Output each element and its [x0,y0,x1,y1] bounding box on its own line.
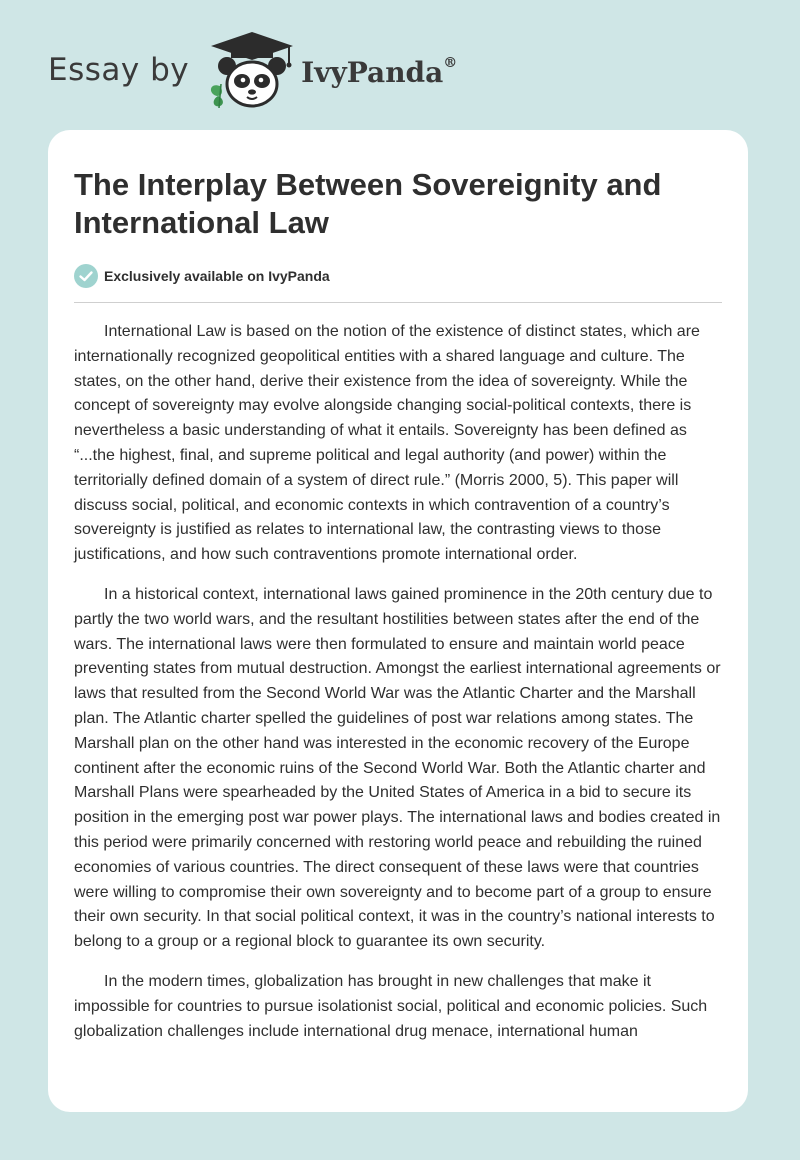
badge-label: Exclusively available on IvyPanda [104,268,330,284]
brand-name[interactable] [301,56,457,89]
paragraph: In a historical context, international laws gained prominence in the 20th century due to partly the two world wars, and the resultant hostilities between states after the end of the wars. The international laws were then formulated to ensure and maintain world peace preventing states from mutual destruction. Amongst the earliest international agreements or laws that resulted from the Second World War was the Atlantic Charter and the Marshall plan. The Atlantic charter spelled the guidelines of post war relations among states. The Marshall plan on the other hand was interested in the economic recovery of the Europe continent after the economic ruins of the Second World War. Both the Atlantic charter and Marshall Plans were spearheaded by the United States of America in a bid to secure its position in the emerging post war power plays. The international laws and bodies created in this period were primarily concerned with restoring world peace and rebuilding the ruined economies of various countries. The direct consequent of these laws were that countries were willing to compromise their own sovereignty and to become part of a group to ensure their own security. In that social political context, it was in the country’s national interests to belong to a group or a regional block to guarantee its own security. [74,585,721,951]
divider [74,302,722,303]
page-title: The Interplay Between Sovereignity and International Law [74,167,662,240]
paragraph: International Law is based on the notion of the existence of distinct states, which are internationally recognized geopolitical entities with a shared language and culture. The states, on the other hand, derive their existence from the idea of sovereignty. While the concept of sovereignty may evolve alongside changing social-political contexts, there is nevertheless a basic understanding of what it entails. Sovereignty has been defined as “...the highest, final, and supreme political and legal authority (and power) within the territorially defined domain of a system of direct rule.” (Morris 2000, 5). This paper will discuss social, political, and economic contexts in which contravention of a country’s sovereignty is justified as relates to international law, the contrasting views to those justifications, and how such contraventions promote international order. [74,323,700,564]
check-circle-icon [74,264,98,288]
registered-mark: ® [443,55,458,72]
panda-logo-icon[interactable] [205,30,299,110]
essay-by-label: Essay by [48,52,190,88]
essay-body [74,320,722,1059]
site-header [48,30,457,110]
essay-card [48,130,748,1112]
brand-text: IvyPanda [301,55,444,89]
exclusive-badge [74,264,330,288]
paragraph: In the modern times, globalization has brought in new challenges that make it impossible for countries to pursue isolationist social, political and economic policies. Such globalization challenges include international drug menace, international human [74,972,708,1040]
